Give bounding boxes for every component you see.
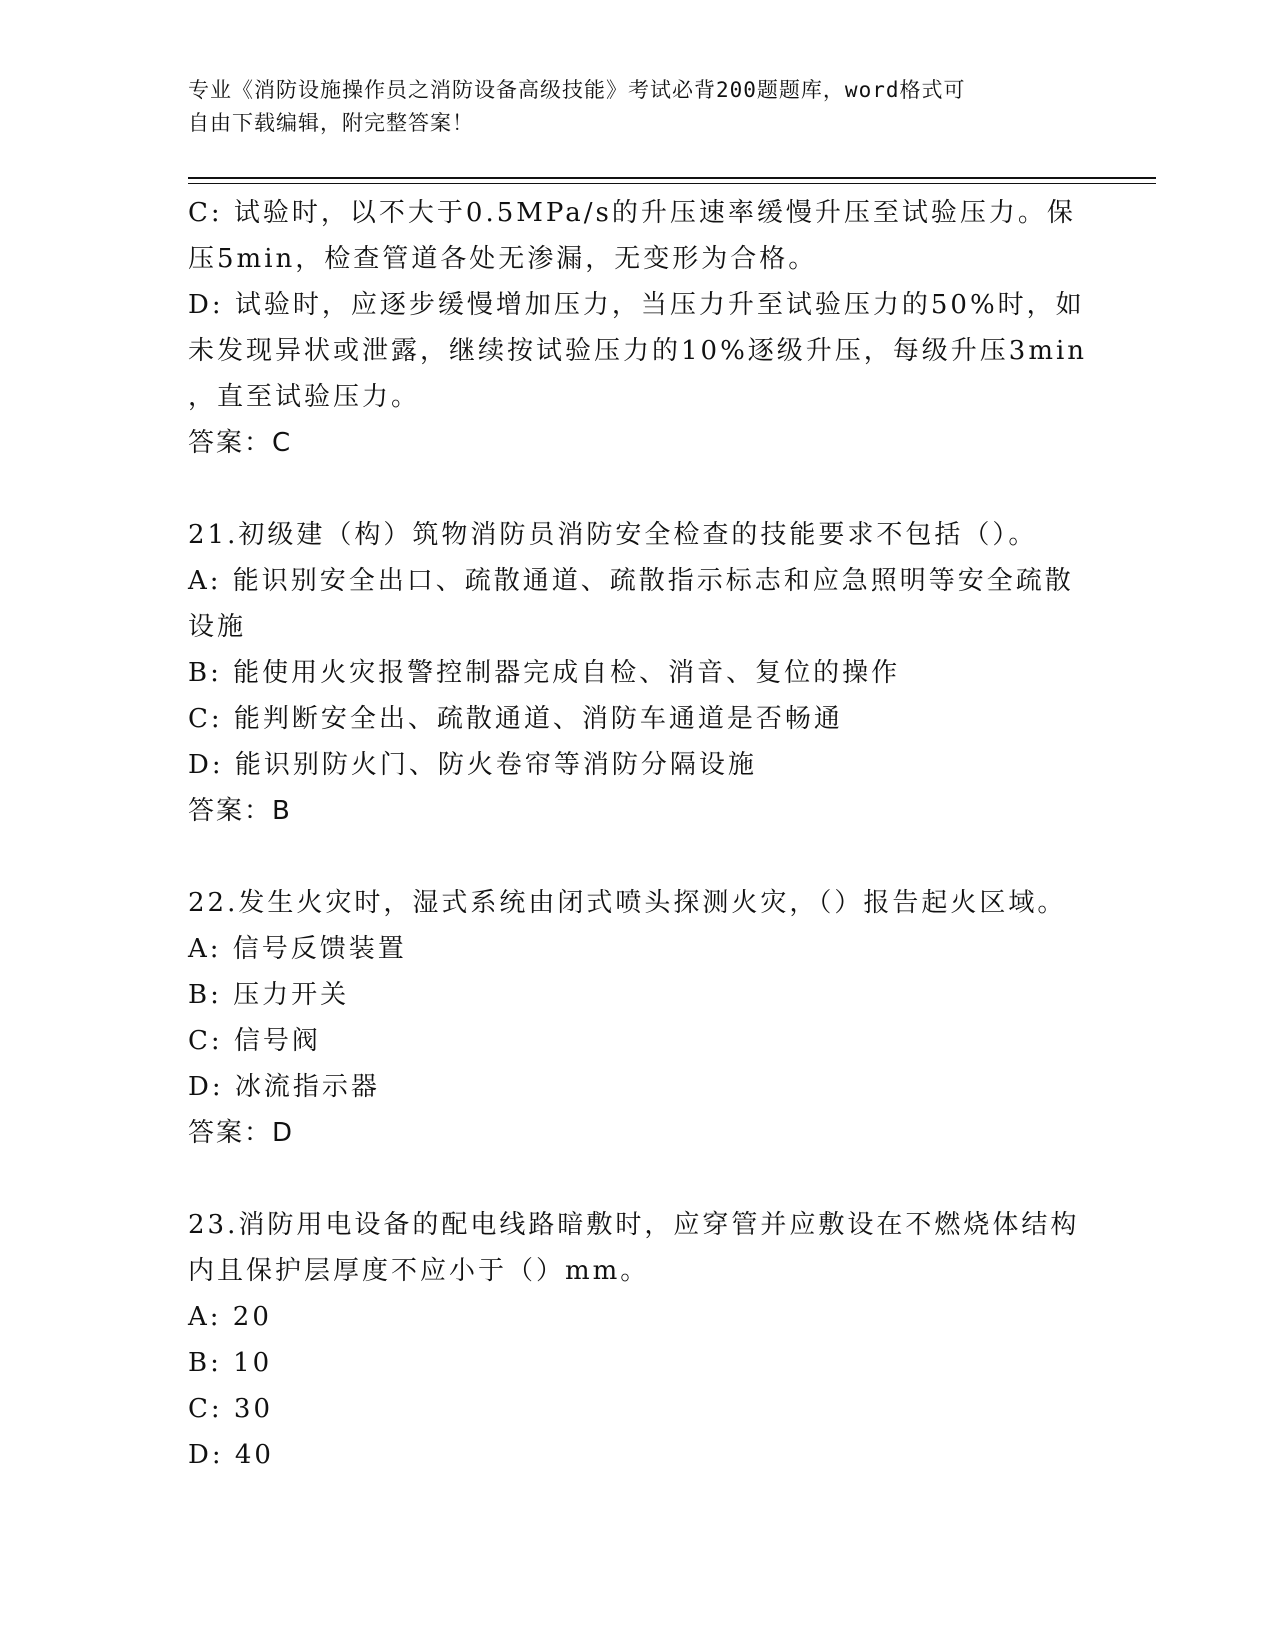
question-stem-line-2: 内且保护层厚度不应小于（）mm。 <box>188 1256 650 1286</box>
option-c: C: 能判断安全出、疏散通道、消防车通道是否畅通 <box>188 704 843 734</box>
header-rule-thin <box>188 183 1156 184</box>
option-d: D: 冰流指示器 <box>188 1072 380 1102</box>
answer-label: 答案：B <box>188 796 292 826</box>
option-b: B: 10 <box>188 1348 273 1378</box>
question-23 <box>188 1202 1088 1478</box>
option-d: D: 40 <box>188 1440 274 1470</box>
option-a-line-1: A: 能识别安全出口、疏散通道、疏散指示标志和应急照明等安全疏散 <box>188 566 1074 596</box>
spacer <box>188 1156 1088 1202</box>
answer-label: 答案：C <box>188 428 293 458</box>
question-21 <box>188 512 1088 834</box>
question-stem-line-1: 23.消防用电设备的配电线路暗敷时，应穿管并应敷设在不燃烧体结构 <box>188 1210 1080 1240</box>
header-line-2: 自由下载编辑，附完整答案！ <box>188 111 474 135</box>
header-line-1: 专业《消防设施操作员之消防设备高级技能》考试必背200题题库，word格式可 <box>188 78 966 102</box>
option-d: D: 能识别防火门、防火卷帘等消防分隔设施 <box>188 750 757 780</box>
option-b: B: 压力开关 <box>188 980 350 1010</box>
option-c-line-1: C: 试验时，以不大于0.5MPa/s的升压速率缓慢升压至试验压力。保 <box>188 198 1076 228</box>
option-d-line-1: D: 试验时，应逐步缓慢增加压力，当压力升至试验压力的50%时，如 <box>188 290 1085 320</box>
question-22 <box>188 880 1088 1156</box>
option-c-line-2: 压5min，检查管道各处无渗漏，无变形为合格。 <box>188 244 818 274</box>
option-d-line-2: 未发现异状或泄露，继续按试验压力的10%逐级升压，每级升压3min <box>188 336 1088 366</box>
option-a: A: 信号反馈装置 <box>188 934 407 964</box>
option-d-line-3: ，直至试验压力。 <box>188 382 421 412</box>
page-header <box>188 74 1088 140</box>
spacer <box>188 834 1088 880</box>
answer-label: 答案：D <box>188 1118 295 1148</box>
option-c: C: 信号阀 <box>188 1026 321 1056</box>
document-body <box>188 190 1088 1478</box>
question-stem: 21.初级建（构）筑物消防员消防安全检查的技能要求不包括（）。 <box>188 520 1038 550</box>
option-a-line-2: 设施 <box>188 612 247 642</box>
spacer <box>188 466 1088 512</box>
option-a: A: 20 <box>188 1302 272 1332</box>
option-b: B: 能使用火灾报警控制器完成自检、消音、复位的操作 <box>188 658 901 688</box>
header-rule-thick <box>188 177 1156 179</box>
question-stem: 22.发生火灾时，湿式系统由闭式喷头探测火灾，（）报告起火区域。 <box>188 888 1067 918</box>
question-20-continued <box>188 190 1088 466</box>
option-c: C: 30 <box>188 1394 274 1424</box>
